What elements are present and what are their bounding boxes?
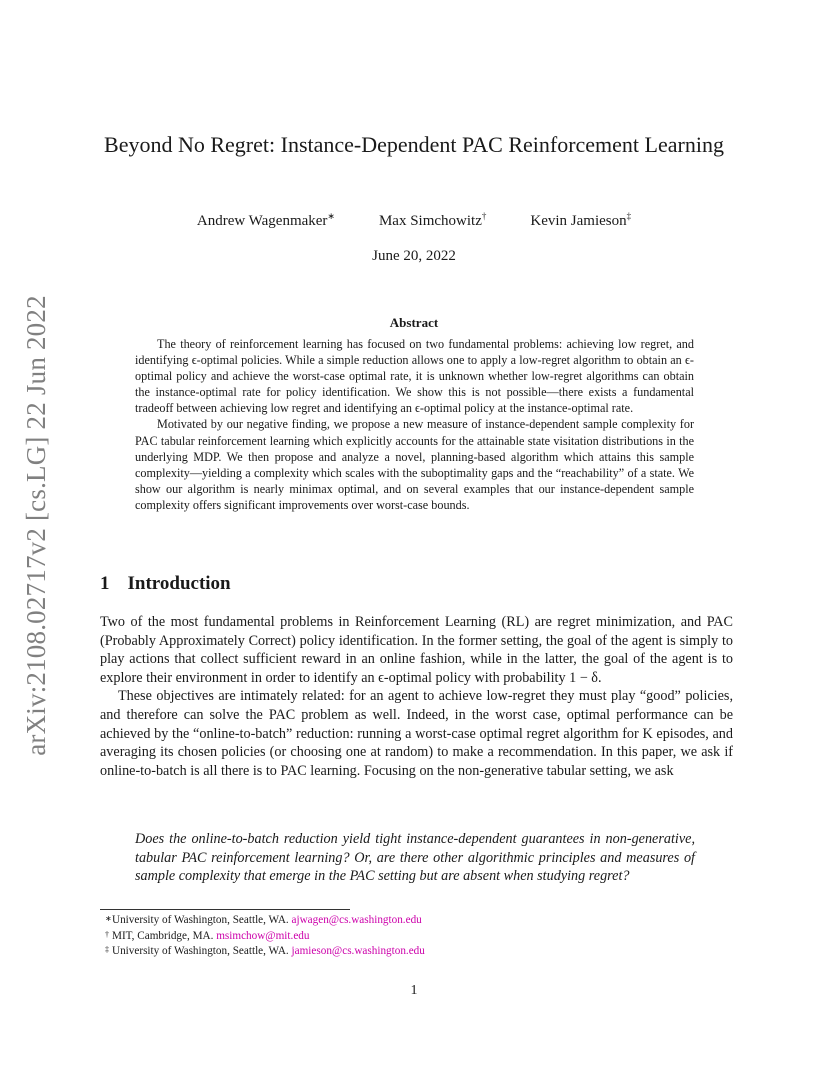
intro-paragraph-1: Two of the most fundamental problems in Reinforcement Learning (RL) are regret minimization, and PAC (Probably Approximately Correct) policy identification. In the former setting, the goal of the agent is simply to play actions that collect sufficient reward in an online fashion, while in the latter, the goal of the agent is to explore their environment in order to identify an ϵ-optimal policy with probability 1 − δ. <box>100 614 733 686</box>
email-link-simchowitz[interactable]: msimchow@mit.edu <box>216 929 310 942</box>
paper-title: Beyond No Regret: Instance-Dependent PAC Reinforcement Learning <box>104 132 724 157</box>
arxiv-identifier-text: arXiv:2108.02717v2 [cs.LG] 22 Jun 2022 <box>20 294 51 756</box>
abstract-paragraph-1: The theory of reinforcement learning has focused on two fundamental problems: achieving low regret, and identifying ϵ-optimal policies. While a simple reduction allows one to apply a low-regret algorithm to obtain an ϵ-optimal policy and achieve the worst-case optimal rate, it is unknown whether low-regret algorithms can obtain the instance-optimal rate for policy identification. We show this is not possible—there exists a fundamental tradeoff between achieving low regret and identifying an ϵ-optimal policy at the instance-optimal rate. <box>135 337 694 416</box>
footnote-3: ‡ University of Washington, Seattle, WA. jamieson@cs.washington.edu <box>105 945 425 957</box>
footnotes <box>105 913 712 960</box>
section-number: 1 <box>100 573 110 594</box>
section-heading-introduction <box>100 573 231 595</box>
author-list <box>0 211 828 230</box>
footnote-2: † MIT, Cambridge, MA. msimchow@mit.edu <box>105 929 310 942</box>
author-jamieson: Kevin Jamieson‡ <box>530 211 632 229</box>
page-number: 1 <box>410 983 418 998</box>
intro-paragraph-2: These objectives are intimately related: for an agent to achieve low-regret they must play “good” policies, and therefore can solve the PAC problem as well. Indeed, in the worst case, optimal performance can be achieved by the “online-to-batch” reduction: running a worst-case optimal regret algorithm for K episodes, and averaging its chosen policies (or choosing one at random) to make a recommendation. In this paper, we ask if online-to-batch is all there is to PAC learning. Focusing on the non-generative tabular setting, we ask <box>100 688 733 779</box>
section-title: Introduction <box>127 573 231 594</box>
introduction-body <box>100 613 733 780</box>
email-link-jamieson[interactable]: jamieson@cs.washington.edu <box>291 945 425 957</box>
arxiv-identifier-stamp <box>16 290 56 760</box>
abstract-paragraph-2: Motivated by our negative finding, we propose a new measure of instance-dependent sample complexity for PAC tabular reinforcement learning which explicitly accounts for the attainable state visitation distributions in the underlying MDP. We then propose and analyze a novel, planning-based algorithm which attains this sample complexity—yielding a complexity which scales with the suboptimality gaps and the “reachability” of a state. We show our algorithm is nearly minimax optimal, and on several examples that our instance-dependent sample complexity offers significant improvements over worst-case bounds. <box>135 417 694 512</box>
footnote-divider <box>100 909 350 910</box>
author-wagenmaker: Andrew Wagenmaker∗ <box>196 211 335 229</box>
publication-date: June 20, 2022 <box>372 248 456 264</box>
abstract-body <box>135 336 694 513</box>
footnote-1: ∗ University of Washington, Seattle, WA. ajwagen@cs.washington.edu <box>105 914 422 926</box>
email-link-wagenmaker[interactable]: ajwagen@cs.washington.edu <box>291 914 422 926</box>
author-simchowitz: Max Simchowitz† <box>378 211 487 229</box>
abstract-heading: Abstract <box>389 315 439 330</box>
research-question: Does the online-to-batch reduction yield tight instance-dependent guarantees in non-generative, tabular PAC reinforcement learning? Or, are there other algorithmic principles and measures of sample complexity that emerge in the PAC setting but are absent when studying regret? <box>135 831 695 885</box>
